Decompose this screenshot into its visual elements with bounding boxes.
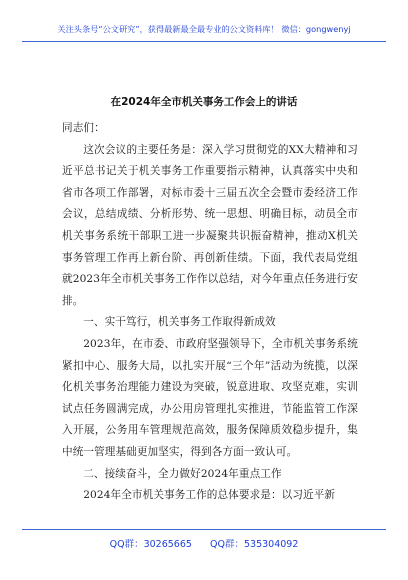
salutation: 同志们： [62, 122, 105, 134]
document-body [62, 118, 358, 507]
paragraph-summary-2023: 2023年，在市委、市政府坚强领导下，全市机关事务系统紧扣中心、服务大局，以扎实开展“三个年”活动为统揽，以深化机关事务治理能力建设为突破，锐意进取、攻坚克难，实训试点任务圆满完成，办公用房管理扎实推进，节能监管工作深入开展，公务用车管理规范高效，服务保障质效稳步提升，集中统一管理基础更加坚实，得到各方面一致认可。 [62, 337, 358, 458]
footer-contacts: QQ群：30265665 QQ群：535304092 [109, 539, 299, 550]
header-banner: 关注头条号“公文研究”，获得最新最全最专业的公文资料库！ 微信：gongwenyj [57, 24, 351, 34]
footer-divider [22, 529, 386, 530]
paragraph-requirements-2024: 2024年全市机关事务工作的总体要求是：以习近平新 [83, 489, 336, 502]
document-title: 在2024年全市机关事务工作会上的讲话 [110, 96, 298, 108]
header-divider [22, 41, 386, 42]
paragraph-intro: 这次会议的主要任务是：深入学习贯彻党的XX大精神和习近平总书记关于机关事务工作重要指示精神，认真落实中央和省市各项工作部署，对标市委十三届五次全会暨市委经济工作会议，总结成绩、分析形势、统一思想、明确目标，动员全市机关事务系统干部职工进一步凝聚共识振奋精神，推动X机关事务管理工作再上新台阶、再创新佳绩。下面，我代表局党组就2023年全市机关事务工作作以总结，对今年重点任务进行安排。 [62, 143, 358, 307]
section-heading-1: 一、实干笃行，机关事务工作取得新成效 [83, 316, 276, 329]
section-heading-2: 二、接续奋斗，全力做好2024年重点工作 [83, 467, 282, 480]
